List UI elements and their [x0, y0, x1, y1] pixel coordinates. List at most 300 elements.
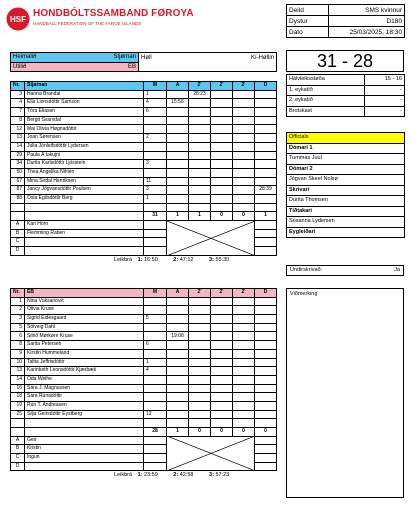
player-s2 [211, 393, 233, 402]
column-header: D [255, 82, 277, 91]
player-number: 13 [11, 367, 25, 376]
official-name: Tummas Juul [287, 154, 405, 165]
player-d [255, 349, 277, 358]
official-role-row [287, 206, 405, 217]
player-a [167, 410, 189, 419]
player-s1 [189, 125, 211, 134]
player-name: Kirstin Hummeland [25, 349, 144, 358]
player-s1 [189, 401, 211, 410]
signature-label: Undirskrivað: [290, 267, 323, 273]
player-d: 28:39 [255, 186, 277, 195]
player-s1 [189, 186, 211, 195]
officials-table [286, 132, 405, 238]
player-name: Karinbeth Leonsdóttir Kjærbæk [25, 367, 144, 376]
player-s2 [211, 168, 233, 177]
venue-name: Kí-Høllin [250, 55, 274, 61]
team-official-name: Kári Horn [25, 221, 144, 230]
team-official-name: Flemming Raben [25, 229, 144, 238]
logo-text: HSF [10, 15, 26, 24]
player-s3 [233, 401, 255, 410]
player-m [144, 349, 167, 358]
totals-spacer [25, 212, 144, 221]
player-row [11, 203, 277, 212]
match-info-row [287, 5, 405, 16]
player-s3 [233, 168, 255, 177]
match-info-row [287, 27, 405, 38]
player-a [167, 323, 189, 332]
player-d [255, 419, 277, 428]
player-a [167, 375, 189, 384]
player-s2 [211, 297, 233, 306]
player-m [144, 168, 167, 177]
team-official-letter: C [11, 454, 25, 463]
extra-time-row [287, 85, 405, 96]
player-a [167, 125, 189, 134]
official-role-row [287, 227, 405, 238]
player-name [25, 419, 144, 428]
player-s1 [189, 384, 211, 393]
team-official-cell [144, 445, 167, 454]
player-name: Ella Lionsdóttir Samson [25, 99, 144, 108]
home-label: Heimalið [11, 53, 97, 63]
away-label: Útilið [11, 62, 97, 72]
player-d [255, 384, 277, 393]
player-number: 10 [11, 358, 25, 367]
player-s3 [233, 194, 255, 203]
signature-row [286, 265, 404, 276]
player-m: 6 [144, 341, 167, 350]
column-header: M [144, 82, 167, 91]
player-m [144, 419, 167, 428]
total-s2: 0 [211, 428, 233, 437]
player-row [11, 419, 277, 428]
player-d [255, 168, 277, 177]
player-s3 [233, 134, 255, 143]
player-m [144, 297, 167, 306]
player-s2 [211, 90, 233, 99]
column-header: Nr. [11, 289, 25, 298]
player-number [11, 419, 25, 428]
remark-box [286, 288, 404, 498]
player-a [167, 108, 189, 117]
player-number: 13 [11, 134, 25, 143]
player-name: Nina Vuksanovic [25, 297, 144, 306]
player-d [255, 401, 277, 410]
player-m: 3 [144, 186, 167, 195]
player-d [255, 177, 277, 186]
player-number: 16 [11, 384, 25, 393]
column-header: 2' [211, 82, 233, 91]
official-name-row [287, 217, 405, 228]
player-m: 4 [144, 99, 167, 108]
team-official-name: Geir [25, 436, 144, 445]
away-officials-cross [167, 436, 255, 471]
player-name: Olivia Kruse [25, 306, 144, 315]
player-s3 [233, 341, 255, 350]
player-s3 [233, 177, 255, 186]
player-row [11, 194, 277, 203]
player-number: 8 [11, 116, 25, 125]
player-row [11, 306, 277, 315]
player-s2 [211, 375, 233, 384]
player-s1 [189, 203, 211, 212]
player-s3 [233, 108, 255, 117]
final-score: 31 - 28 [286, 50, 404, 72]
official-name: Jógvan Skeel Nolsø [287, 175, 405, 186]
player-s3 [233, 375, 255, 384]
player-row [11, 367, 277, 376]
player-s2 [211, 410, 233, 419]
match-info-label: Dato [287, 27, 329, 38]
player-d [255, 194, 277, 203]
player-a [167, 203, 189, 212]
player-m [144, 332, 167, 341]
player-m: 12 [144, 410, 167, 419]
official-role-row [287, 185, 405, 196]
player-m: 6 [144, 108, 167, 117]
player-number: 29 [11, 151, 25, 160]
player-number: 3 [11, 315, 25, 324]
player-row [11, 375, 277, 384]
player-number: 1 [11, 297, 25, 306]
official-role: Dómari 1 [287, 143, 405, 154]
player-number: 9 [11, 349, 25, 358]
remark-label: Viðmerking [290, 291, 318, 297]
match-info-value: D180 [329, 16, 405, 27]
signature-value: Ja [394, 267, 400, 273]
player-s2 [211, 194, 233, 203]
halftime-row [287, 75, 405, 86]
team-official-cell [144, 238, 167, 247]
player-a: 15:56 [167, 99, 189, 108]
player-s3 [233, 116, 255, 125]
player-s1 [189, 332, 211, 341]
player-d [255, 90, 277, 99]
player-a [167, 160, 189, 169]
team-official-cell [144, 462, 167, 471]
team-official-cell [255, 462, 277, 471]
player-row [11, 108, 277, 117]
player-a [167, 297, 189, 306]
match-info-table [286, 4, 405, 38]
team-official-cell [255, 229, 277, 238]
player-name: Silja Geirsdóttir Eystberg [25, 410, 144, 419]
player-a [167, 367, 189, 376]
player-name: Hanna Brandal [25, 90, 144, 99]
team-lines [10, 52, 277, 72]
column-header: Á [167, 289, 189, 298]
player-s3 [233, 160, 255, 169]
player-name: Sigrid Eidesgaard [25, 315, 144, 324]
total-d: 0 [255, 428, 277, 437]
federation-subtitle: HANDBALL FEDERATION OF THE FAROE ISLANDS [33, 21, 142, 26]
total-a: 1 [167, 428, 189, 437]
player-m [144, 116, 167, 125]
player-s2 [211, 323, 233, 332]
player-d [255, 375, 277, 384]
player-d [255, 142, 277, 151]
player-d [255, 367, 277, 376]
team-official-cell [144, 436, 167, 445]
player-name: Sára Rúnadóttir [25, 393, 144, 402]
halftime-label: Hálvleiksstøða [287, 75, 365, 86]
player-s1 [189, 419, 211, 428]
player-s1 [189, 194, 211, 203]
player-m [144, 393, 167, 402]
extra-time-value: - [365, 85, 405, 96]
halftime-table [286, 74, 405, 117]
player-row [11, 401, 277, 410]
total-s3: 0 [233, 428, 255, 437]
player-s1: 28:23 [189, 90, 211, 99]
player-s1 [189, 168, 211, 177]
player-number: 19 [11, 401, 25, 410]
player-s1 [189, 99, 211, 108]
player-d [255, 315, 277, 324]
officials-title: Officials [287, 133, 405, 144]
extra-time-value: - [365, 106, 405, 117]
home-timeouts: Leikbrá 1: 16:50 2: 47:12 3: 55:30 [114, 256, 230, 263]
team-official-name [25, 238, 144, 247]
player-d [255, 108, 277, 117]
player-m [144, 203, 167, 212]
player-s3 [233, 358, 255, 367]
player-row [11, 142, 277, 151]
player-s3 [233, 151, 255, 160]
player-s3 [233, 367, 255, 376]
halftime-value: 15 - 16 [365, 75, 405, 86]
player-m [144, 306, 167, 315]
player-s2 [211, 341, 233, 350]
column-header: 2' [189, 289, 211, 298]
player-m: 5 [144, 315, 167, 324]
column-header: M [144, 289, 167, 298]
column-header: 2' [233, 289, 255, 298]
player-number: 67 [11, 177, 25, 186]
home-club: Stjørnan [97, 53, 139, 63]
timeouts-label: Leikbrá [114, 256, 133, 263]
column-header: 2' [233, 82, 255, 91]
player-row [11, 315, 277, 324]
player-m: 1 [144, 358, 167, 367]
player-name: Silrið Mørkøre Kruse [25, 332, 144, 341]
official-role: Tíðtakari [287, 206, 405, 217]
player-s3 [233, 186, 255, 195]
team-official-cell [255, 454, 277, 463]
column-header: EB [25, 289, 144, 298]
player-number: 5 [11, 323, 25, 332]
player-number [11, 203, 25, 212]
player-s2 [211, 99, 233, 108]
player-m: 3 [144, 160, 167, 169]
player-m: 11 [144, 177, 167, 186]
player-s2 [211, 401, 233, 410]
player-row [11, 125, 277, 134]
team-official-cell [255, 247, 277, 256]
match-info-label: Deild [287, 5, 329, 16]
team-official-cell [255, 221, 277, 230]
player-d [255, 410, 277, 419]
team-official-cell [144, 247, 167, 256]
player-name: Julia Jónleifsdóttir Lydersen [25, 142, 144, 151]
player-name: Jancy Jógvansdóttir Poulsen [25, 186, 144, 195]
player-number: 6 [11, 332, 25, 341]
player-a [167, 349, 189, 358]
player-m [144, 384, 167, 393]
player-row [11, 297, 277, 306]
player-s1 [189, 367, 211, 376]
player-m [144, 125, 167, 134]
total-m: 28 [144, 428, 167, 437]
player-a [167, 419, 189, 428]
player-a [167, 306, 189, 315]
match-info-value: 25/03/2025, 18:30 [329, 27, 405, 38]
player-a [167, 315, 189, 324]
player-number: 25 [11, 410, 25, 419]
player-d [255, 160, 277, 169]
player-s2 [211, 367, 233, 376]
player-m [144, 375, 167, 384]
player-number: 8 [11, 341, 25, 350]
column-header: D [255, 289, 277, 298]
official-role: Eygleiðari [287, 227, 405, 238]
player-row [11, 384, 277, 393]
player-s1 [189, 177, 211, 186]
player-d [255, 151, 277, 160]
player-name: Paula Á lakujni [25, 151, 144, 160]
match-info-value: SMS kvinnur [329, 5, 405, 16]
player-s2 [211, 384, 233, 393]
player-s2 [211, 186, 233, 195]
player-d [255, 125, 277, 134]
column-header: Nr. [11, 82, 25, 91]
player-s1 [189, 108, 211, 117]
player-s2 [211, 108, 233, 117]
federation-logo-icon [6, 7, 30, 31]
player-s1 [189, 323, 211, 332]
extra-time-value: - [365, 96, 405, 107]
extra-time-label: Brotskast [287, 106, 365, 117]
player-d [255, 393, 277, 402]
team-official-letter: B [11, 445, 25, 454]
player-s1 [189, 160, 211, 169]
player-s2 [211, 134, 233, 143]
player-s3 [233, 393, 255, 402]
player-number: 4 [11, 99, 25, 108]
total-s1: 0 [189, 428, 211, 437]
player-number: 88 [11, 194, 25, 203]
player-s3 [233, 142, 255, 151]
official-name-row [287, 196, 405, 207]
column-header: Á [167, 82, 189, 91]
team-official-name [25, 247, 144, 256]
player-number: 50 [11, 168, 25, 177]
player-m: 1 [144, 194, 167, 203]
player-s2 [211, 315, 233, 324]
player-s2 [211, 160, 233, 169]
player-s1 [189, 315, 211, 324]
team-official-cell [144, 454, 167, 463]
totals-row [11, 428, 277, 437]
player-name: Mina Sirdal Henriksen [25, 177, 144, 186]
player-d [255, 297, 277, 306]
player-name: Thea Angelika Nihlen [25, 168, 144, 177]
player-s2 [211, 125, 233, 134]
player-number: 14 [11, 375, 25, 384]
player-m [144, 151, 167, 160]
player-d [255, 134, 277, 143]
player-number: 14 [11, 142, 25, 151]
team-official-cell [144, 229, 167, 238]
player-row [11, 349, 277, 358]
player-name: Talita Jeffrisdóttir [25, 358, 144, 367]
roster-header-row [11, 82, 277, 91]
player-s1 [189, 151, 211, 160]
player-row [11, 134, 277, 143]
player-a: 19:08 [167, 332, 189, 341]
player-name: Bergit Svarvdal [25, 116, 144, 125]
player-row [11, 90, 277, 99]
home-officials-cross [167, 221, 255, 256]
player-s2 [211, 142, 233, 151]
player-d [255, 306, 277, 315]
match-info-row [287, 16, 405, 27]
player-d [255, 358, 277, 367]
player-row [11, 358, 277, 367]
extra-time-label: 1. eykatíð [287, 85, 365, 96]
player-number: 3 [11, 90, 25, 99]
player-m: 1 [144, 90, 167, 99]
total-m: 31 [144, 212, 167, 221]
venue-label: Høll [141, 55, 152, 61]
official-role-row [287, 143, 405, 154]
player-s3 [233, 125, 255, 134]
player-d [255, 323, 277, 332]
totals-spacer [11, 212, 25, 221]
player-name [25, 203, 144, 212]
player-s3 [233, 410, 255, 419]
team-official-cell [255, 445, 277, 454]
team-official-letter: A [11, 436, 25, 445]
player-a [167, 90, 189, 99]
totals-spacer [11, 428, 25, 437]
official-role: Dómari 2 [287, 164, 405, 175]
player-s2 [211, 306, 233, 315]
player-s3 [233, 315, 255, 324]
player-name: Sarita Petersen [25, 341, 144, 350]
team-official-letter: C [11, 238, 25, 247]
player-a [167, 194, 189, 203]
player-a [167, 116, 189, 125]
player-s2 [211, 177, 233, 186]
player-name: Oda Weihe [25, 375, 144, 384]
player-row [11, 410, 277, 419]
player-s1 [189, 375, 211, 384]
player-name: Sólveig Dahl [25, 323, 144, 332]
player-row [11, 393, 277, 402]
player-row [11, 99, 277, 108]
player-a [167, 186, 189, 195]
total-s3: 0 [233, 212, 255, 221]
team-official-name: Kristin [25, 445, 144, 454]
player-a [167, 393, 189, 402]
player-s1 [189, 358, 211, 367]
player-s3 [233, 332, 255, 341]
total-s1: 1 [189, 212, 211, 221]
totals-row [11, 212, 277, 221]
team-official-cell [144, 221, 167, 230]
player-s3 [233, 384, 255, 393]
